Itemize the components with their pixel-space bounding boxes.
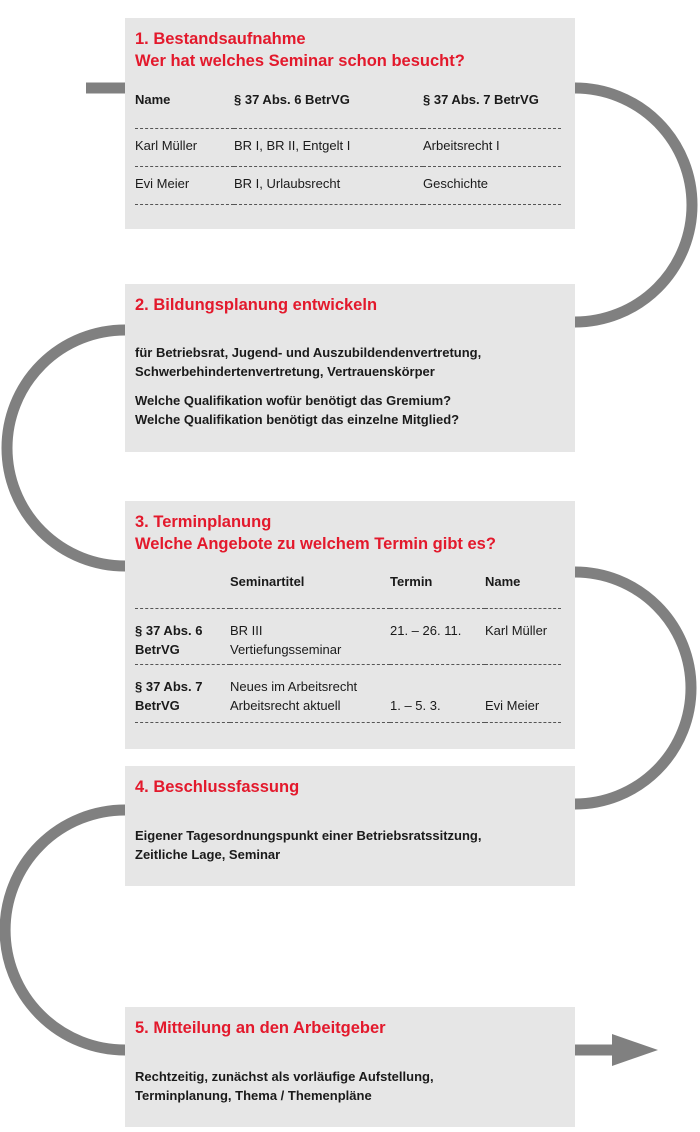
step-1-title: 1. Bestandsaufnahme: [135, 30, 306, 48]
step-2-title: 2. Bildungsplanung entwickeln: [135, 296, 378, 314]
table-cell: BR I, BR II, Entgelt I: [234, 137, 351, 153]
step-2-box: [125, 284, 575, 452]
table-header: Name: [485, 574, 521, 589]
table-cell: Karl Müller: [135, 137, 198, 153]
seminar-date: 21. – 26. 11.: [390, 622, 462, 638]
table-header: Termin: [390, 574, 433, 589]
table-cell: BR I, Urlaubsrecht: [234, 175, 341, 191]
step-1-subtitle: Wer hat welches Seminar schon besucht?: [135, 52, 465, 70]
step-3-title: 3. Terminplanung: [135, 513, 272, 531]
step-2-line: Welche Qualifikation wofür benötigt das Gremium?: [135, 393, 452, 408]
seminar-title: BR III: [230, 622, 263, 638]
table-header: § 37 Abs. 6 BetrVG: [234, 92, 350, 107]
table-header: Name: [135, 92, 171, 107]
table-cell: [230, 608, 390, 664]
row-label: § 37 Abs. 7: [135, 678, 203, 694]
table-cell: [135, 664, 230, 722]
table-cell: Arbeitsrecht I: [423, 137, 500, 153]
end-arrow-icon: [612, 1034, 658, 1066]
step-5-box: [125, 1007, 575, 1127]
step-2-line: Welche Qualifikation benötigt das einzelne Mitglied?: [135, 412, 460, 427]
seminar-date: 1. – 5. 3.: [390, 697, 441, 713]
step-3-table: [135, 574, 561, 723]
seminar-title: Arbeitsrecht aktuell: [230, 697, 341, 713]
step-5-line: Rechtzeitig, zunächst als vorläufige Aufstellung,: [135, 1069, 434, 1084]
step-3-box: [125, 501, 575, 749]
step-4-title: 4. Beschlussfassung: [135, 778, 300, 796]
curve-3-4: [575, 572, 691, 804]
curve-4-5: [5, 810, 125, 1050]
table-header: [135, 574, 230, 608]
step-1-box: [125, 18, 575, 229]
curve-1-2: [575, 88, 692, 322]
table-cell: Geschichte: [423, 175, 489, 191]
seminar-title: Vertiefungsseminar: [230, 641, 342, 657]
table-header: § 37 Abs. 7 BetrVG: [423, 92, 539, 107]
step-4-line: Eigener Tagesordnungspunkt einer Betriebsratssitzung,: [135, 828, 482, 843]
step-2-line: Schwerbehindertenvertretung, Vertrauenskörper: [135, 364, 435, 379]
table-cell: [485, 608, 561, 664]
step-5-line: Terminplanung, Thema / Themenpläne: [135, 1088, 372, 1103]
step-2-line: für Betriebsrat, Jugend- und Auszubildendenvertretung,: [135, 345, 482, 360]
step-4-line: Zeitliche Lage, Seminar: [135, 847, 281, 862]
step-5-title: 5. Mitteilung an den Arbeitgeber: [135, 1019, 386, 1037]
participant-name: Evi Meier: [485, 697, 540, 713]
step-1-table: [135, 92, 561, 205]
row-label: § 37 Abs. 6: [135, 622, 203, 638]
seminar-title: Neues im Arbeitsrecht: [230, 678, 358, 694]
row-label: BetrVG: [135, 697, 180, 713]
table-cell: Evi Meier: [135, 175, 190, 191]
row-label: BetrVG: [135, 641, 180, 657]
curve-2-3: [7, 330, 125, 566]
table-cell: [230, 664, 390, 722]
table-cell: [485, 664, 561, 722]
table-cell: [135, 608, 230, 664]
participant-name: Karl Müller: [485, 622, 548, 638]
step-4-box: [125, 766, 575, 886]
step-3-subtitle: Welche Angebote zu welchem Termin gibt es?: [135, 535, 496, 553]
table-cell: [390, 664, 485, 722]
table-cell: [390, 608, 485, 664]
table-header: Seminartitel: [230, 574, 305, 589]
